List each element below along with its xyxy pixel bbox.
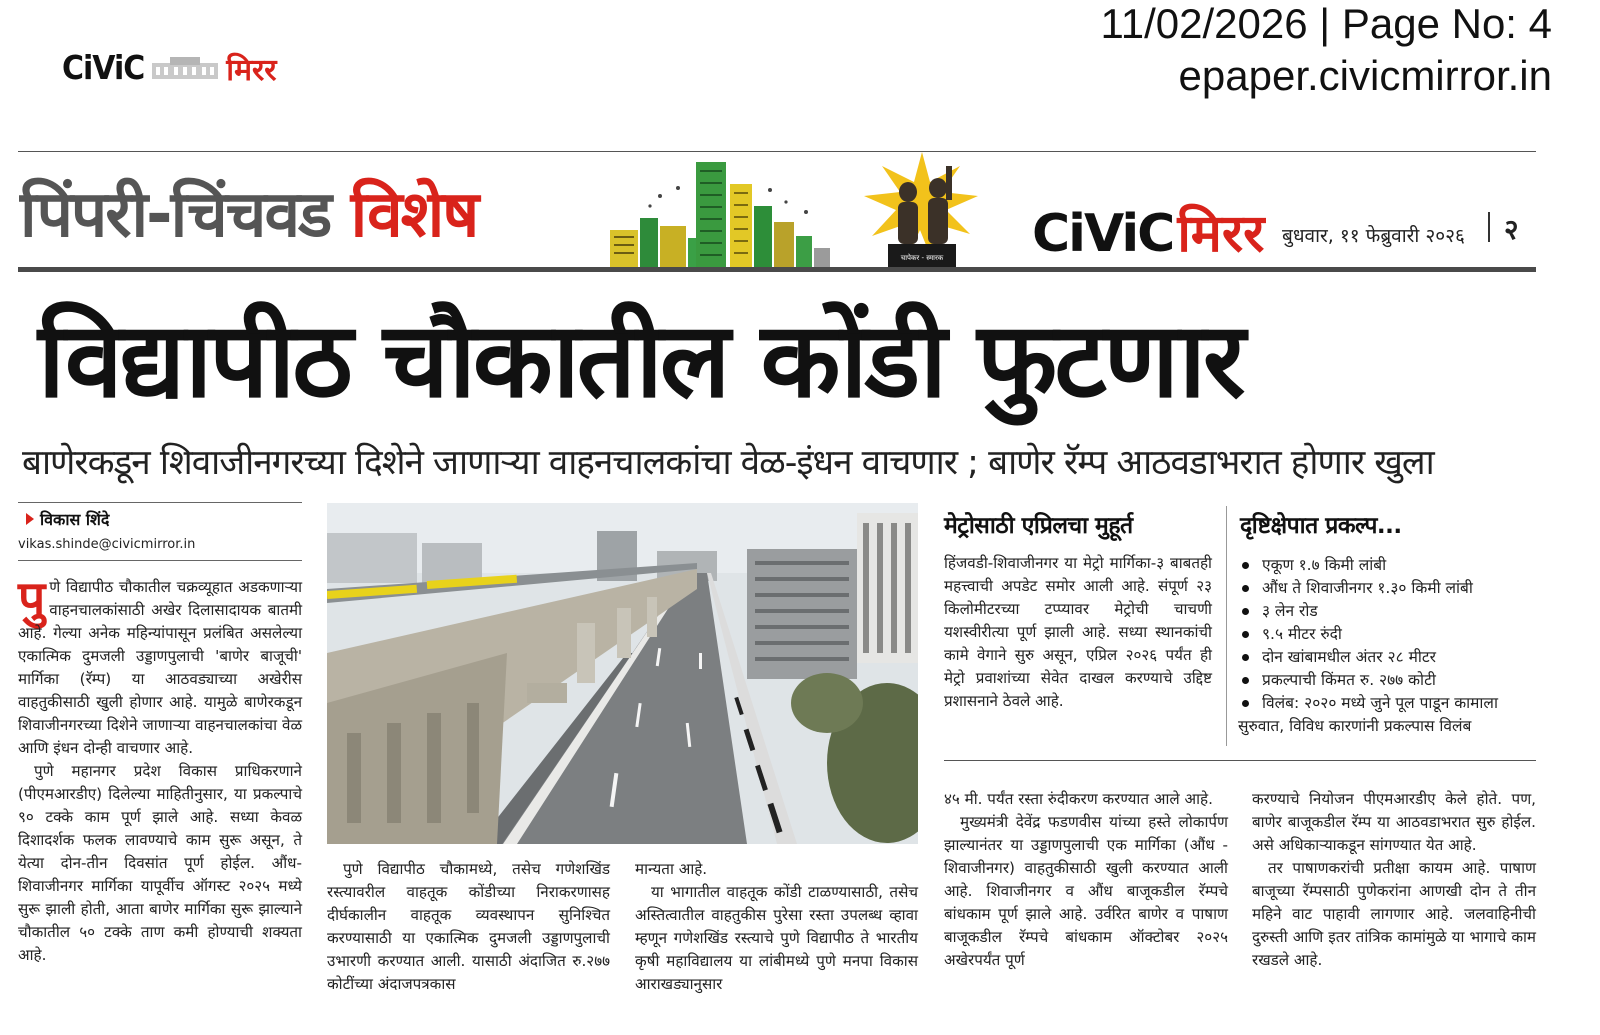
chapekar-statue-illustration bbox=[862, 152, 982, 268]
byline-top-rule bbox=[18, 502, 302, 503]
facts-item: औंध ते शिवाजीनगर १.३० किमी लांबी bbox=[1238, 577, 1538, 600]
article-column-5 bbox=[1252, 788, 1536, 972]
facts-item: ३ लेन रोड bbox=[1238, 600, 1538, 623]
facts-item: ९.५ मीटर रुंदी bbox=[1238, 623, 1538, 646]
masthead-logo-mirror: मिरर bbox=[1177, 204, 1265, 264]
issue-separator bbox=[1488, 212, 1490, 242]
byline-bottom-rule bbox=[18, 560, 302, 561]
masthead-rule bbox=[18, 267, 1536, 272]
col4-para-2: मुख्यमंत्री देवेंद्र फडणवीस यांच्या हस्ते लोकार्पण झाल्यानंतर या उड्डाणपुलाची एक मार्गिका (औंध - शिवाजीनगर) वाहतुकीसाठी खुली करण्यात आली आहे. शिवाजीनगर व औंध बाजूकडील रॅम्पचे बांधकाम पूर्ण झाले आहे. उर्वरित बाणेर व पाषाण बाजूकडील रॅम्पचे बांधकाम ऑक्टोबर २०२५ अखेरपर्यंत पूर्ण bbox=[944, 813, 1228, 969]
facts-list bbox=[1238, 554, 1538, 738]
dropcap: पु bbox=[18, 571, 46, 627]
logo-civic-text: CiViC bbox=[62, 48, 145, 88]
issue-date: बुधवार, ११ फेब्रुवारी २०२६ bbox=[1282, 225, 1465, 247]
section-title-special: विशेष bbox=[350, 178, 478, 252]
civic-mirror-logo-top[interactable] bbox=[62, 46, 277, 90]
city-skyline-illustration bbox=[610, 158, 830, 268]
article-column-3 bbox=[635, 858, 918, 996]
col1-para-1: णे विद्यापीठ चौकातील चक्रव्यूहात अडकणाऱ्या वाहनचालकांसाठी अखेर दिलासादायक बातमी आहे. गेल्या अनेक महिन्यांपासून प्रलंबित असलेल्या एकात्मिक दुमजली उड्डाणपुलाची 'बाणेर बाजूची' मार्गिका (रॅम्प) या आठवड्याच्या अखेरीस वाहतुकीसाठी खुली होणार आहे. यामुळे बाणेरकडून शिवाजीनगरच्या दिशेने जाणाऱ्या वाहनचालकांचा वेळ आणि इंधन दोन्ही वाचणार आहे. bbox=[18, 578, 302, 757]
box-divider bbox=[1226, 506, 1227, 746]
facts-item: विलंब: २०२० मध्ये जुने पूल पाडून कामाला bbox=[1238, 692, 1538, 715]
headline: विद्यापीठ चौकातील कोंडी फुटणार bbox=[38, 299, 1243, 421]
civic-mirror-masthead-logo[interactable] bbox=[1032, 196, 1264, 267]
col4-para-1: ४५ मी. पर्यंत रस्ता रुंदीकरण करण्यात आले आहे. bbox=[944, 790, 1213, 808]
author-email[interactable]: vikas.shinde@civicmirror.in bbox=[18, 537, 196, 552]
col5-para-1: करण्याचे नियोजन पीएमआरडीए केले होते. पण, बाणेर बाजूकडील रॅम्प या आठवडाभरात सुरु होईल. असे अधिकाऱ्याकडून सांगण्यात येत आहे. bbox=[1252, 790, 1536, 854]
article-column-4 bbox=[944, 788, 1228, 972]
byline bbox=[26, 508, 109, 530]
logo-mirror-text: मिरर bbox=[226, 52, 277, 88]
section-title-city: पिंपरी-चिंचवड bbox=[20, 178, 331, 252]
epaper-url[interactable]: epaper.civicmirror.in bbox=[1178, 52, 1552, 99]
flyover-photo[interactable] bbox=[327, 503, 918, 844]
facts-item-continuation: सुरुवात, विविध कारणांनी प्रकल्पास विलंब bbox=[1238, 717, 1472, 735]
masthead-logo-civic: CiViC bbox=[1032, 204, 1174, 264]
col2-para: पुणे विद्यापीठ चौकामध्ये, तसेच गणेशखिंड रस्त्यावरील वाहतूक कोंडीच्या निराकरणासह दीर्घकालीन वाहतूक व्यवस्थापन सुनिश्चित करण्यासाठी या एकात्मिक दुमजली उड्डाणपुलाची उभारणी करण्यात आली. यासाठी अंदाजित रु.२७७ कोटींच्या अंदाजपत्रकास bbox=[327, 860, 610, 993]
col3-para-1: मान्यता आहे. bbox=[635, 860, 708, 878]
metro-box-text-block bbox=[944, 552, 1212, 713]
article-column-2 bbox=[327, 858, 610, 996]
facts-item: एकूण १.७ किमी लांबी bbox=[1238, 554, 1538, 577]
logo-building-icon bbox=[150, 55, 220, 81]
issue-page-number: २ bbox=[1504, 213, 1519, 246]
byline-triangle-icon bbox=[26, 513, 34, 525]
metro-box-title: मेट्रोसाठी एप्रिलचा मुहूर्त bbox=[944, 513, 1133, 539]
section-title bbox=[20, 168, 477, 255]
facts-item: दोन खांबामधील अंतर २८ मीटर bbox=[1238, 646, 1538, 669]
col5-para-2: तर पाषाणकरांची प्रतीक्षा कायम आहे. पाषाण बाजूच्या रॅम्पसाठी पुणेकरांना आणखी दोन ते तीन महिने वाट पाहावी लागणार आहे. जलवाहिनीची दुरुस्ती आणि इतर तांत्रिक कामांमुळे या भागाचे काम रखडले आहे. bbox=[1252, 859, 1536, 969]
subheadline: बाणेरकडून शिवाजीनगरच्या दिशेने जाणाऱ्या वाहनचालकांचा वेळ-इंधन वाचणार ; बाणेर रॅम्प आठवडाभरात होणार खुला bbox=[22, 443, 1434, 483]
col3-para-2: या भागातील वाहतूक कोंडी टाळण्यासाठी, तसेच अस्तित्वातील वाहतुकीस पुरेसा रस्ता उपलब्ध व्हावा म्हणून गणेशखिंड रस्त्याचे पुणे विद्यापीठ ते भारतीय कृषी महाविद्यालय या लांबीमध्ये पुणे मनपा विकास आराखड्यानुसार bbox=[635, 883, 918, 993]
metro-box-text: हिंजवडी-शिवाजीनगर या मेट्रो मार्गिका-३ बाबतही महत्त्वाची अपडेट समोर आली आहे. संपूर्ण २३ किलोमीटरच्या टप्प्यावर मेट्रोची चाचणी यशस्वीरीत्या पूर्ण झाली आहे. सध्या स्थानकांची कामे वेगाने सुरु असून, एप्रिल २०२६ पर्यंत ही मेट्रो प्रवाशांच्या सेवेत दाखल करण्याचे उद्दिष्ट प्रशासनाने ठेवले आहे. bbox=[944, 554, 1212, 710]
facts-box-title: दृष्टिक्षेपात प्रकल्प... bbox=[1240, 513, 1402, 539]
article-column-1 bbox=[18, 571, 302, 967]
boxes-bottom-rule bbox=[944, 760, 1536, 761]
author-name: विकास शिंदे bbox=[40, 510, 110, 529]
epaper-date-page: 11/02/2026 | Page No: 4 bbox=[1100, 0, 1552, 47]
top-rule bbox=[18, 151, 1536, 152]
col1-para-2: पुणे महानगर प्रदेश विकास प्राधिकरणाने (पीएमआरडीए) दिलेल्या माहितीनुसार, या प्रकल्पाचे ९० टक्के काम पूर्ण झाले आहे. सध्या केवळ दिशादर्शक फलक लावण्याचे काम सुरू असून, ते येत्या दोन-तीन दिवसांत पूर्ण होईल. औंध-शिवाजीनगर मार्गिका यापूर्वीच ऑगस्ट २०२५ मध्ये सुरू झाली होती, आता बाणेर मार्गिका सुरू झाल्याने चौकातील ५० टक्के ताण कमी होण्याची शक्यता आहे. bbox=[18, 762, 302, 964]
facts-item: प्रकल्पाची किंमत रु. २७७ कोटी bbox=[1238, 669, 1538, 692]
statue-caption: चापेकर - स्मारक bbox=[900, 254, 944, 262]
